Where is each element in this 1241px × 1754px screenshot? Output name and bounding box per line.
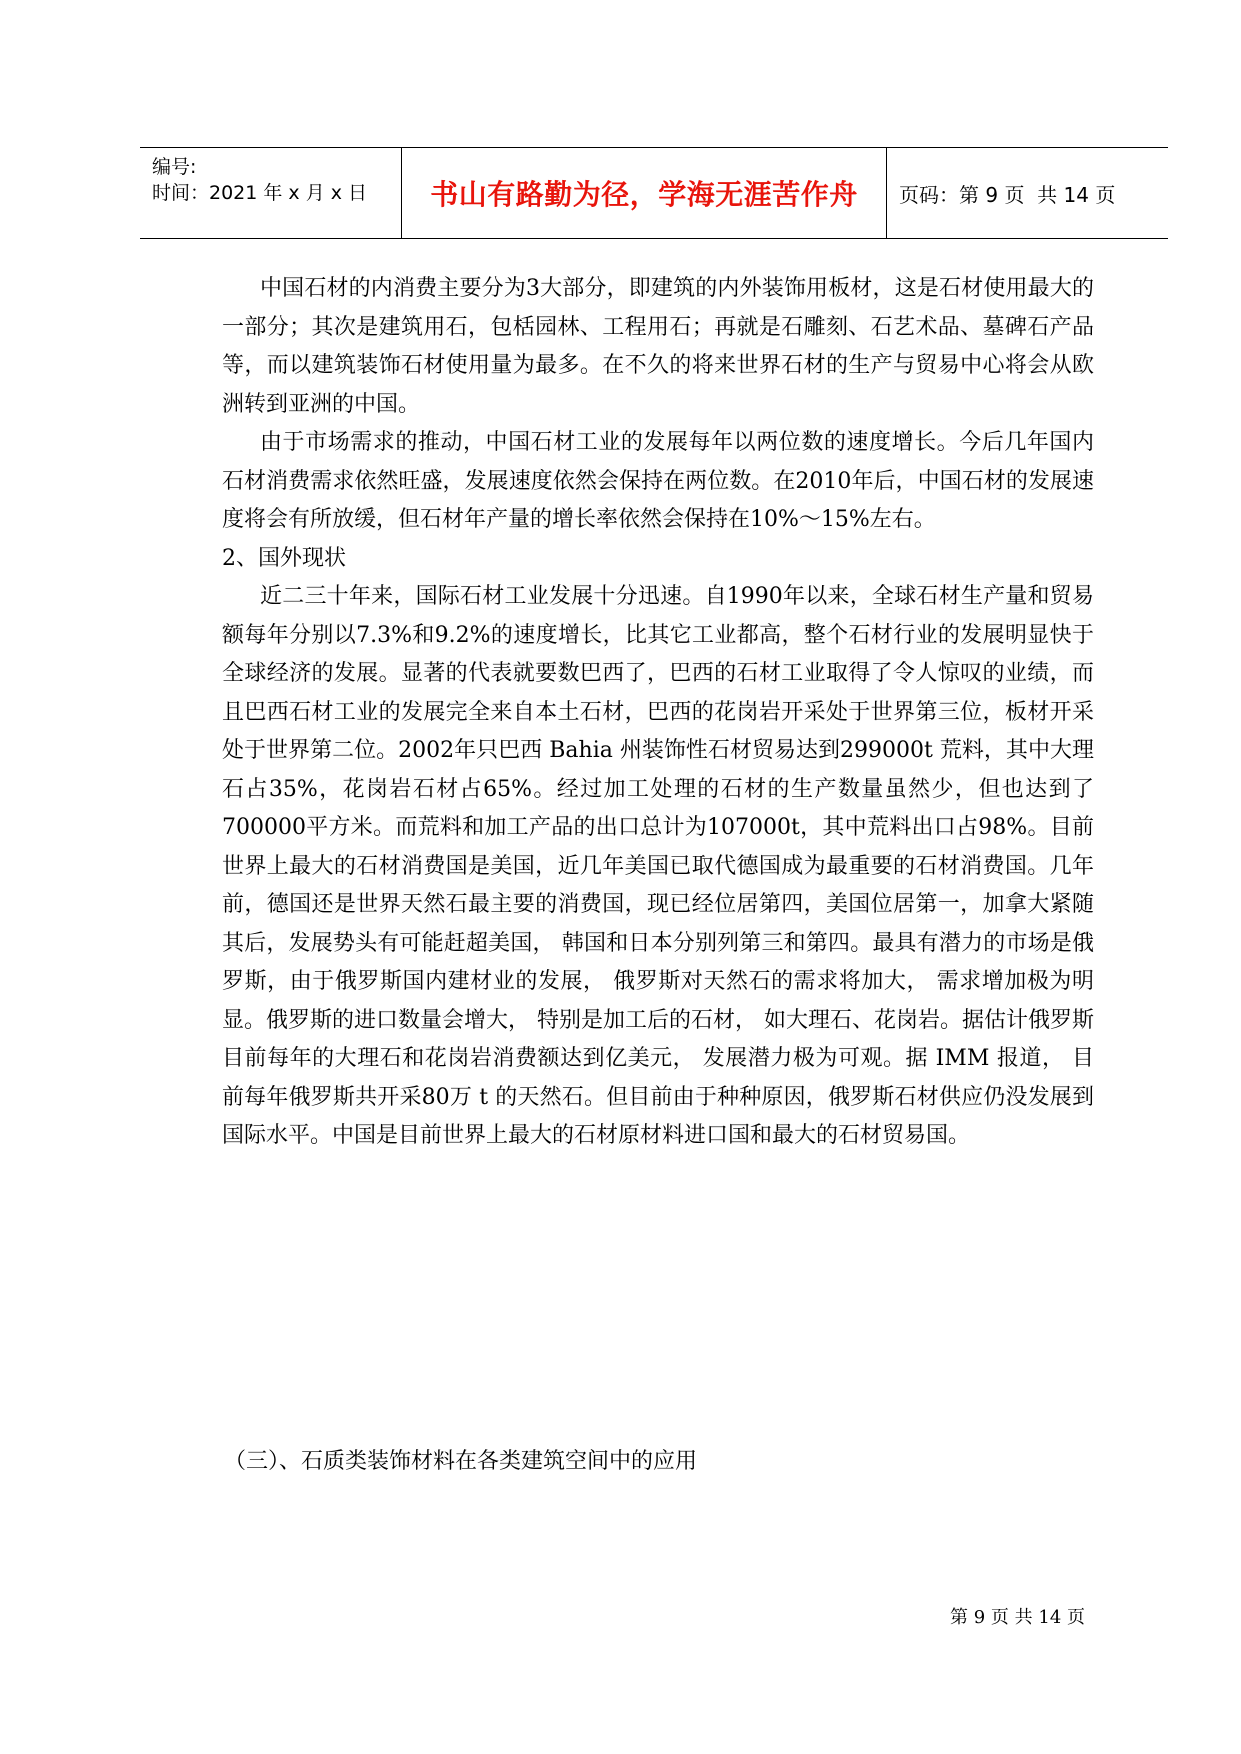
- paragraph-domestic-consumption: 中国石材的内消费主要分为3大部分，即建筑的内外装饰用板材，这是石材使用最大的一部分；其次是建筑用石，包栝园林、工程用石；再就是石雕刻、石艺术品、墓碑石产品等，而以建筑装饰石材使用量为最多。在不久的将来世界石材的生产与贸易中心将会从欧洲转到亚洲的中国。: [222, 276, 1094, 417]
- section-heading: （三）、石质类装饰材料在各类建筑空间中的应用: [224, 1449, 698, 1474]
- document-body: [222, 270, 1094, 1156]
- header-meta: [140, 148, 402, 238]
- page-footer: 第 9 页 共 14 页: [950, 1607, 1085, 1628]
- subheading-foreign-status: 2、国外现状: [222, 545, 346, 571]
- document-header: [140, 147, 1168, 239]
- document-date: 时间：2021 年 x 月 x 日: [152, 182, 368, 204]
- paragraph-international: 近二三十年来，国际石材工业发展十分迅速。自1990年以来，全球石材生产量和贸易额每年分别以7.3%和9.2%的速度增长，比其它工业都高，整个石材行业的发展明显快于全球经济的发展。显著的代表就要数巴西了，巴西的石材工业取得了令人惊叹的业绩，而且巴西石材工业的发展完全来自本土石材，巴西的花岗岩开采处于世界第三位，板材开采处于世界第二位。2002年只巴西 Bahia 州装饰性石材贸易达到299000t 荒料，其中大理石占35%，花岗岩石材占65%。经过加工处理的石材的生产数量虽然少，但也达到了700000平方米。而荒料和加工产品的出口总计为107000t，其中荒料出口占98%。目前世界上最大的石材消费国是美国，近几年美国已取代德国成为最重要的石材消费国。几年前，德国还是世界天然石最主要的消费国，现已经位居第四，美国位居第一，加拿大紧随其后，发展势头有可能赶超美国， 韩国和日本分别列第三和第四。最具有潜力的市场是俄罗斯，由于俄罗斯国内建材业的发展， 俄罗斯对天然石的需求将加大， 需求增加极为明显。俄罗斯的进口数量会增大， 特别是加工后的石材， 如大理石、花岗岩。据估计俄罗斯目前每年的大理石和花岗岩消费额达到亿美元， 发展潜力极为可观。据 IMM 报道， 目前每年俄罗斯共开采80万 t 的天然石。但目前由于种种原因，俄罗斯石材供应仍没发展到国际水平。中国是目前世界上最大的石材原材料进口国和最大的石材贸易国。: [222, 584, 1094, 1148]
- header-motto: 书山有路勤为径，学海无涯苦作舟: [402, 148, 887, 238]
- header-page-code: [887, 148, 1168, 238]
- page-code-text: 页码：第 9 页 共 14 页: [899, 182, 1116, 207]
- paragraph-growth: 由于市场需求的推动，中国石材工业的发展每年以两位数的速度增长。今后几年国内石材消费需求依然旺盛，发展速度依然会保持在两位数。在2010年后，中国石材的发展速度将会有所放缓，但石材年产量的增长率依然会保持在10%～15%左右。: [222, 430, 1094, 532]
- document-number-label: 编号:: [152, 156, 197, 178]
